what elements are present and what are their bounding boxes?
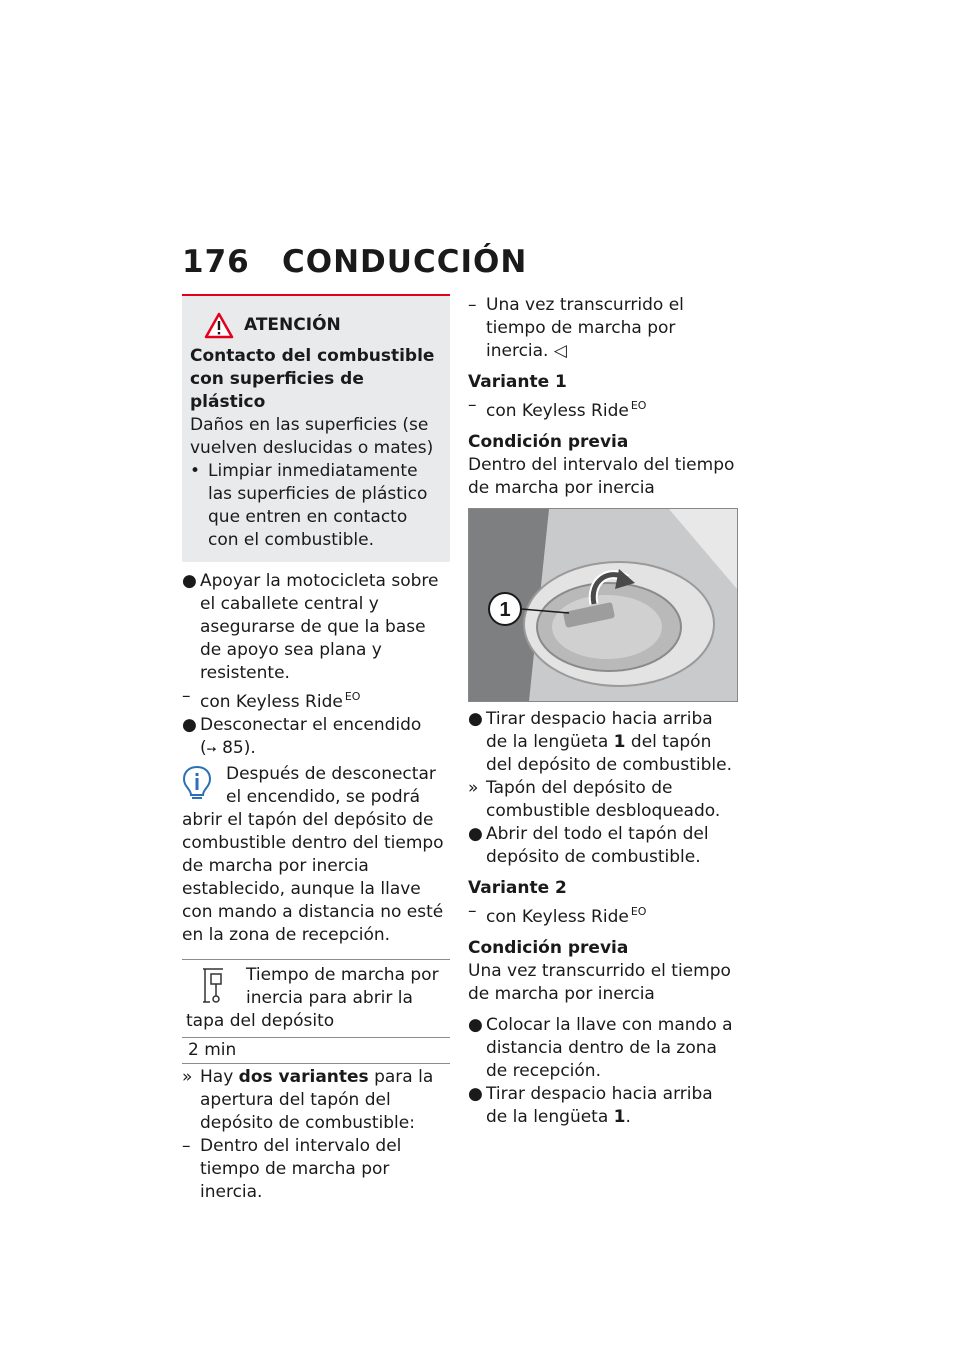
spec-value: 2 min — [182, 1037, 450, 1063]
condition-text: con Keyless Ride — [486, 401, 629, 421]
dash-marker: – — [468, 395, 477, 415]
step-text: Apoyar la motocicleta sobre el caballete central y asegurarse de que la base de apoyo sea plana y resistente. — [200, 571, 439, 683]
step-text: Abrir del todo el tapón del depósito de combustible. — [486, 824, 709, 867]
page-number: 176 — [182, 244, 250, 280]
condition-dash — [182, 1135, 450, 1204]
step-bullet — [468, 823, 736, 869]
left-column — [182, 294, 450, 1204]
page-reference-arrow-icon: ➙ — [206, 742, 217, 756]
step-text: Tirar despacio hacia arriba de la lengüeta — [486, 709, 713, 752]
result-marker: » — [468, 778, 479, 798]
dash-marker: – — [182, 686, 191, 706]
fuel-cap-photo — [468, 508, 738, 702]
precondition-title: Condición previa — [468, 432, 629, 452]
step-text: . — [625, 1107, 631, 1127]
bullet-marker: ● — [182, 571, 197, 591]
end-of-section-icon: ◁ — [548, 341, 567, 361]
right-column — [468, 294, 736, 1129]
step-text-bold: 1 — [613, 732, 626, 752]
spec-label-row — [182, 960, 450, 1037]
info-icon — [182, 765, 212, 801]
warning-bullet-text: Limpiar inmediatamente las superficies de plástico que entren en contacto con el combustible. — [208, 461, 428, 550]
condition-dash — [182, 685, 450, 714]
warning-body: Daños en las superficies (se vuelven deslucidas o mates) — [190, 415, 434, 458]
result-marker: » — [182, 1067, 193, 1087]
section-title: CONDUCCIÓN — [282, 244, 528, 280]
result-text: Tapón del depósito de combustible desbloqueado. — [486, 778, 721, 821]
technical-data-icon — [200, 966, 226, 1006]
bullet-marker: ● — [182, 715, 197, 735]
info-note — [182, 763, 450, 947]
result-item — [468, 777, 736, 823]
equipment-code: EO — [630, 905, 647, 918]
spec-label: Tiempo de marcha por inercia para abrir la tapa del depósito — [186, 965, 439, 1031]
warning-header — [190, 312, 442, 339]
dash-marker: – — [468, 295, 477, 315]
photo-callout-label: 1 — [499, 599, 511, 621]
spec-table — [182, 959, 450, 1064]
page-header — [182, 244, 527, 280]
step-text: Tirar despacio hacia arriba de la lengüeta — [486, 1084, 713, 1127]
warning-box — [182, 294, 450, 562]
warning-title: ATENCIÓN — [244, 315, 341, 335]
condition-text: Una vez transcurrido el tiempo de marcha por inercia. — [486, 295, 684, 361]
step-text-bold: 1 — [613, 1107, 626, 1127]
step-bullet — [468, 1083, 736, 1129]
page-reference: 85). — [222, 738, 256, 758]
step-text: Desconectar el encendido — [200, 715, 422, 735]
bullet-marker: • — [190, 461, 201, 481]
dash-marker: – — [468, 901, 477, 921]
bullet-marker: ● — [468, 824, 483, 844]
warning-triangle-icon — [204, 312, 234, 339]
condition-dash — [468, 394, 736, 423]
step-bullet — [468, 1014, 736, 1083]
result-text: para la apertura del tapón del depósito de combustible: — [200, 1067, 434, 1133]
precondition-text: Dentro del intervalo del tiempo de marcha por inercia — [468, 455, 735, 498]
equipment-code: EO — [344, 690, 361, 703]
variant-1-title: Variante 1 — [468, 372, 567, 392]
equipment-code: EO — [630, 399, 647, 412]
condition-dash — [468, 294, 736, 363]
step-bullet — [468, 708, 736, 777]
result-text-bold: dos variantes — [238, 1067, 369, 1087]
bullet-marker: ● — [468, 1084, 483, 1104]
step-text: Colocar la llave con mando a distancia dentro de la zona de recepción. — [486, 1015, 733, 1081]
warning-bullet — [190, 460, 442, 552]
info-text: Después de desconectar el encendido, se podrá abrir el tapón del depósito de combustible dentro del tiempo de marcha por inercia establecido, aunque la llave con mando a distancia no esté en la zona de recepción. — [182, 764, 444, 945]
warning-heading-line2: con superficies de plástico — [190, 369, 364, 412]
variant-2-title: Variante 2 — [468, 878, 567, 898]
bullet-marker: ● — [468, 709, 483, 729]
condition-text: Dentro del intervalo del tiempo de marcha por inercia. — [200, 1136, 402, 1202]
result-text: Hay — [200, 1067, 239, 1087]
step-text: del tapón del depósito de combustible. — [486, 732, 733, 775]
step-bullet: ● Desconectar el encendido (➙ 85). — [182, 715, 422, 758]
step-bullet — [182, 570, 450, 685]
precondition-title: Condición previa — [468, 938, 629, 958]
warning-heading-line1: Contacto del combustible — [190, 346, 435, 366]
bullet-marker: ● — [468, 1015, 483, 1035]
dash-marker: – — [182, 1136, 191, 1156]
condition-text: con Keyless Ride — [200, 692, 343, 712]
result-item — [182, 1066, 450, 1135]
condition-dash — [468, 900, 736, 929]
precondition-text: Una vez transcurrido el tiempo de marcha por inercia — [468, 961, 731, 1004]
condition-text: con Keyless Ride — [486, 907, 629, 927]
